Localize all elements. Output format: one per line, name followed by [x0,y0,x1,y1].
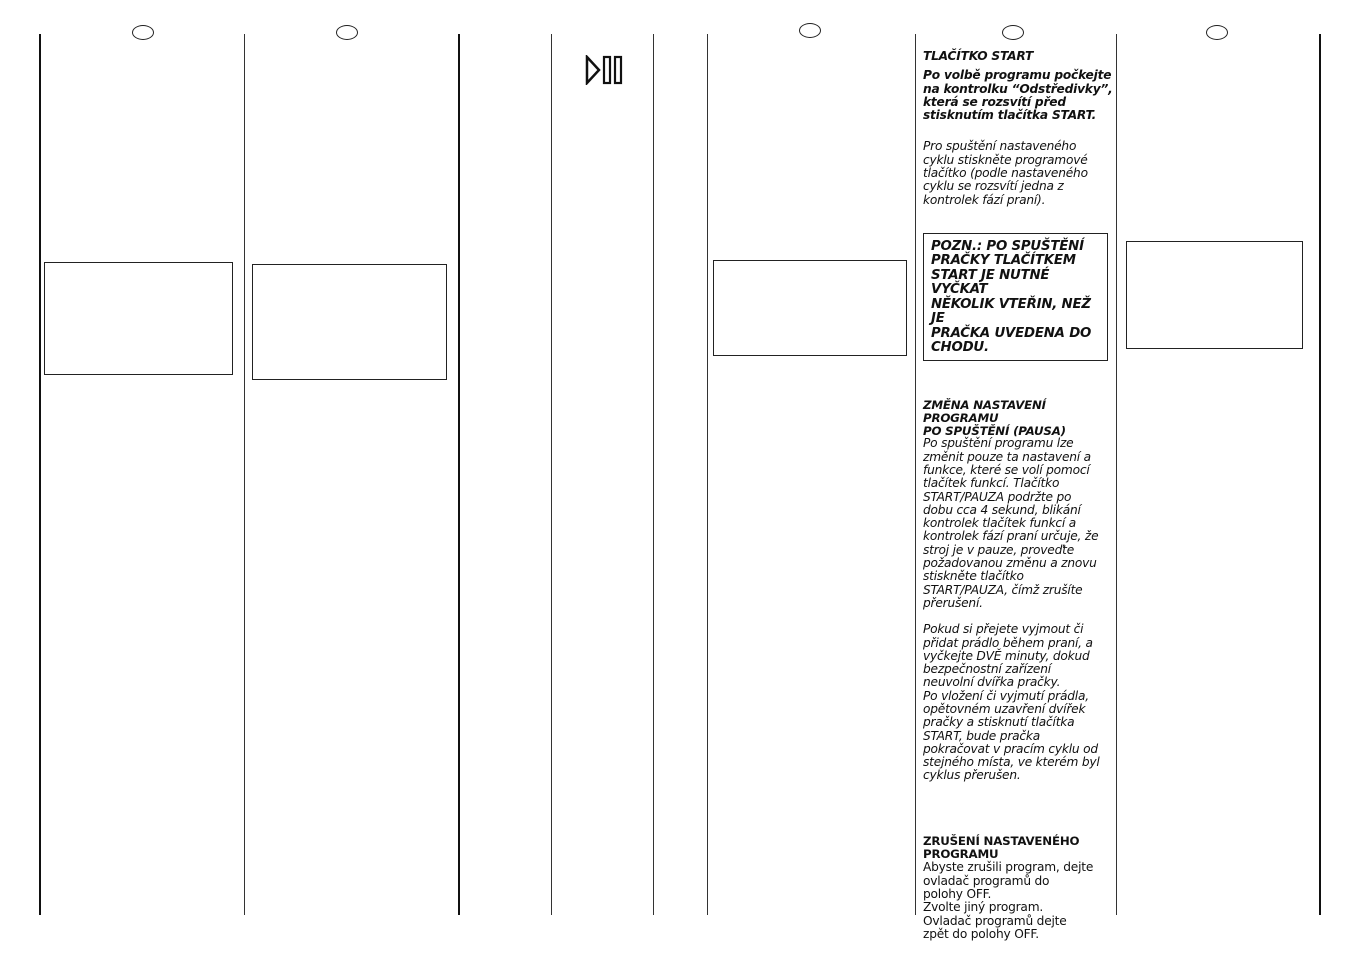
cancel-body-text: Abyste zrušili program, dejte ovladač programů do polohy OFF. Zvolte jiný program. Ovladač programů dejte zpět do polohy OFF. [923,860,1094,941]
pause-heading: ZMĚNA NASTAVENÍ PROGRAMU PO SPUŠTĚNÍ (PAUSA) [923,397,1066,438]
language-marker-oval [1002,25,1024,40]
column-divider [653,34,654,915]
language-marker-oval [132,25,154,40]
language-marker-oval [336,25,358,40]
pause-body-text: Po spuštění programu lze změnit pouze ta nastavení a funkce, které se volí pomocí tlačítek funkcí. Tlačítko START/PAUZA podržte po dobu cca 4 sekund, blikání kontrolek tlačítek funkcí a kontrolek fází praní určuje, že stroj je v pauze, proveďte požadovanou změnu a znovu stiskněte tlačítko START/PAUZA, čímž zrušíte přerušení. [923,436,1099,610]
language-marker-oval [799,23,821,38]
empty-note-box [252,264,447,380]
start-warning-text: POZN.: PO SPUŠTĚNÍ PRAČKY TLAČÍTKEM START JE NUTNÉ VYČKAT NĚKOLIK VTEŘIN, NEŽ JE PRAČKA UVEDENA DO CHODU. [931,238,1092,356]
column-divider [244,34,245,915]
column-divider [707,34,708,915]
start-body-text: Pro spuštění nastaveného cyklu stiskněte programové tlačítko (podle nastaveného cyklu se rozsvítí jedna z kontrolek fází praní). [923,139,1088,207]
cancel-heading: ZRUŠENÍ NASTAVENÉHO PROGRAMU [923,833,1080,862]
instructions-column [923,50,1113,941]
column-divider [551,34,552,915]
column-divider [915,34,916,915]
language-marker-oval [1206,25,1228,40]
empty-note-box [1126,241,1303,349]
start-button-heading: TLAČÍTKO START [923,49,1034,63]
column-divider [1116,34,1117,915]
start-warning-note [923,233,1108,361]
start-intro-text: Po volbě programu počkejte na kontrolku “Odstředivky”, která se rozsvítí před stisknutím tlačítka START. [923,68,1113,123]
right-edge-rule [1319,34,1321,915]
pause-body2-text: Pokud si přejete vyjmout či přidat prádlo během praní, a vyčkejte DVĚ minuty, dokud bezpečnostní zařízení neuvolní dvířka pračky. Po vložení či vyjmutí prádla, opětovném uzavření dvířek pračky a stisknutí tlačítka START, bude pračka pokračovat v pracím cyklu od stejného místa, ve kterém byl cyklus přerušen. [923,622,1100,783]
start-pause-icon [585,55,625,85]
empty-note-box [713,260,907,356]
center-left-rule [458,34,460,915]
empty-note-box [44,262,233,375]
left-edge-rule [39,34,41,915]
